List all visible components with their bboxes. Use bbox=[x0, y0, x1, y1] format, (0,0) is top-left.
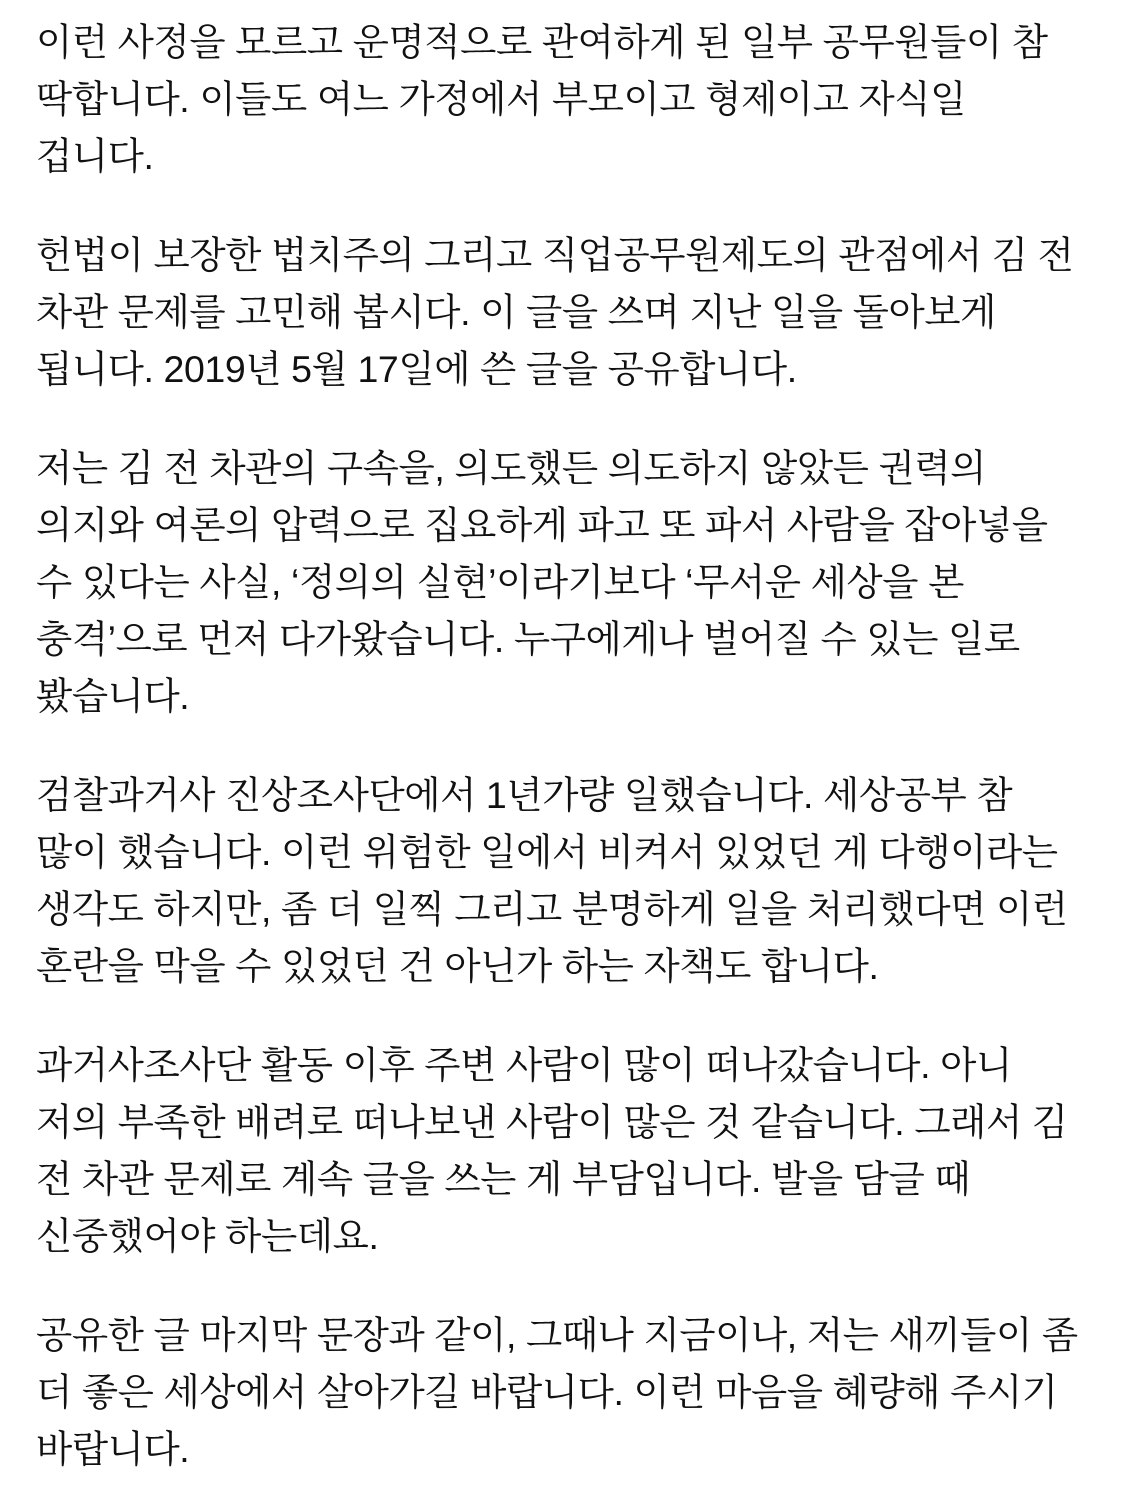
paragraph: 헌법이 보장한 법치주의 그리고 직업공무원제도의 관점에서 김 전 차관 문제를 고민해 봅시다. 이 글을 쓰며 지난 일을 돌아보게 됩니다. 2019년 5월 17일에 쓴 글을 공유합니다. bbox=[36, 234, 1074, 390]
paragraph: 검찰과거사 진상조사단에서 1년가량 일했습니다. 세상공부 참 많이 했습니다. 이런 위험한 일에서 비켜서 있었던 게 다행이라는 생각도 하지만, 좀 더 일찍 그리고 분명하게 일을 처리했다면 이런 혼란을 막을 수 있었던 건 아닌가 하는 자책도 합니다. bbox=[36, 774, 1068, 987]
paragraph: 공유한 글 마지막 문장과 같이, 그때나 지금이나, 저는 새끼들이 좀 더 좋은 세상에서 살아가길 바랍니다. 이런 마음을 혜량해 주시기 바랍니다. bbox=[36, 1314, 1078, 1470]
paragraph: 과거사조사단 활동 이후 주변 사람이 많이 떠나갔습니다. 아니 저의 부족한 배려로 떠나보낸 사람이 많은 것 같습니다. 그래서 김 전 차관 문제로 계속 글을 쓰는 게 부담입니다. 발을 담글 때 신중했어야 하는데요. bbox=[36, 1044, 1068, 1257]
paragraph: 이런 사정을 모르고 운명적으로 관여하게 된 일부 공무원들이 참 딱합니다. 이들도 여느 가정에서 부모이고 형제이고 자식일 겁니다. bbox=[36, 21, 1048, 177]
paragraph: 저는 김 전 차관의 구속을, 의도했든 의도하지 않았든 권력의 의지와 여론의 압력으로 집요하게 파고 또 파서 사람을 잡아넣을 수 있다는 사실, ‘정의의 실현’이라기보다 ‘무서운 세상을 본 충격’으로 먼저 다가왔습니다. 누구에게나 벌어질 수 있는 일로 봤습니다. bbox=[36, 447, 1048, 717]
